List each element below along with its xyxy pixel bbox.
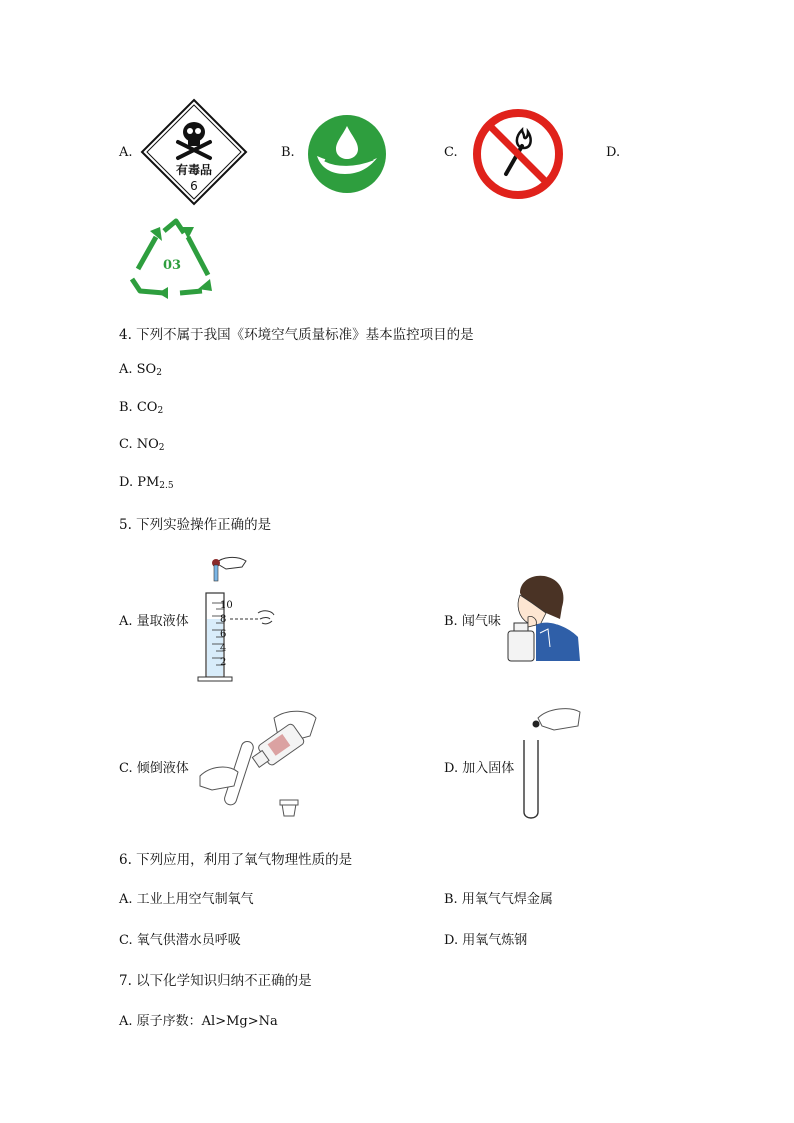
q5-option-b: B. 闻气味: [444, 614, 501, 629]
toxic-sign-text: 有毒品: [175, 163, 213, 177]
toxic-sign-icon: [140, 98, 248, 206]
graduated-cylinder-illustration: [196, 553, 280, 683]
cylinder-tick-8: 8: [220, 614, 227, 625]
option-a-label: A.: [119, 145, 133, 160]
q5-option-c: C. 倾倒液体: [119, 761, 189, 776]
smelling-gas-illustration: [506, 573, 584, 663]
toxic-sign-number: 6: [190, 179, 198, 193]
q7-stem: 7. 以下化学知识归纳不正确的是: [119, 973, 312, 989]
q5-stem: 5. 下列实验操作正确的是: [119, 517, 272, 533]
no-open-flame-icon: [472, 108, 564, 200]
cylinder-tick-10: 10: [220, 600, 233, 611]
cylinder-tick-2: 2: [220, 657, 227, 668]
option-b-label: B.: [281, 145, 295, 160]
q4-option-d-sub: 2.5: [159, 481, 174, 491]
option-c-label: C.: [444, 145, 458, 160]
q7-option-a: A. 原子序数：Al>Mg>Na: [119, 1014, 278, 1029]
q4-option-a-text: A. SO: [119, 362, 157, 377]
recycle-icon: [128, 217, 216, 299]
q4-option-d: [119, 475, 174, 491]
q4-option-a: [119, 362, 162, 378]
cylinder-tick-6: 6: [220, 629, 227, 640]
q6-option-c: C. 氧气供潜水员呼吸: [119, 933, 241, 948]
q4-option-c-text: C. NO: [119, 437, 159, 452]
water-saving-icon: [307, 114, 387, 194]
recycle-code: 03: [162, 258, 182, 273]
pouring-liquid-illustration: [198, 706, 322, 820]
q6-option-a: A. 工业上用空气制氧气: [119, 892, 254, 907]
adding-solid-illustration: [518, 704, 584, 824]
cylinder-tick-4: 4: [220, 643, 227, 654]
q4-option-b-sub: 2: [157, 406, 164, 416]
q4-option-c-sub: 2: [158, 443, 165, 453]
q4-stem: 4. 下列不属于我国《环境空气质量标准》基本监控项目的是: [119, 327, 474, 343]
q6-stem: 6. 下列应用，利用了氧气物理性质的是: [119, 852, 353, 868]
q4-option-d-text: D. PM: [119, 475, 160, 490]
q4-option-b: [119, 400, 163, 416]
q4-option-b-text: B. CO: [119, 400, 158, 415]
q4-option-a-sub: 2: [156, 368, 162, 378]
q5-option-d: D. 加入固体: [444, 761, 515, 776]
option-d-label: D.: [606, 145, 621, 160]
q4-option-c: [119, 437, 165, 453]
q6-option-d: D. 用氧气炼钢: [444, 933, 528, 948]
q6-option-b: B. 用氧气气焊金属: [444, 892, 553, 907]
q5-option-a: A. 量取液体: [119, 614, 189, 629]
